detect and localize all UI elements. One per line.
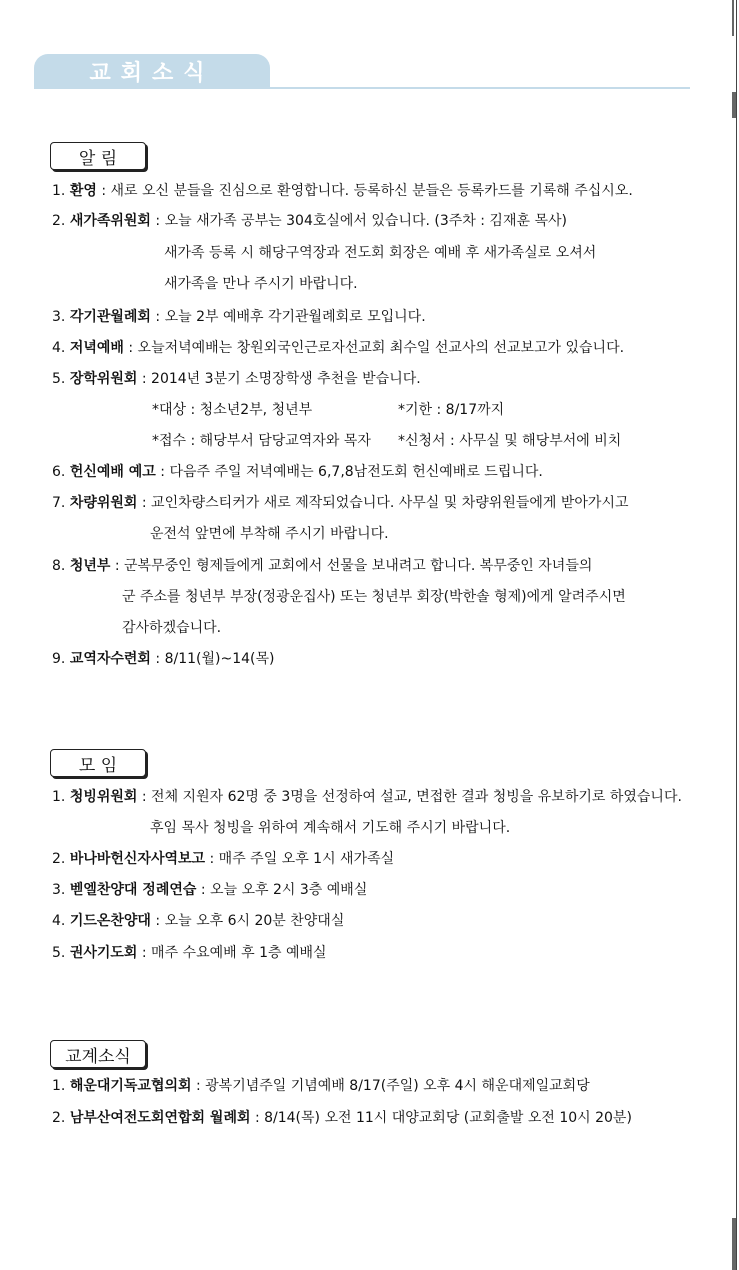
list-item [52, 339, 624, 357]
section-title-notice: 알 림 [50, 142, 146, 170]
list-item-continuation: 감사하겠습니다. [122, 620, 222, 636]
item-label: 청년부 [69, 558, 111, 574]
item-label: 저녁예배 [69, 340, 124, 356]
item-label: 헌신예배 예고 [69, 464, 156, 480]
item-label: 각기관월례회 [69, 309, 151, 325]
list-item [52, 557, 592, 575]
item-text: : 광복기념주일 기념예배 8/17(주일) 오후 4시 해운대제일교회당 [191, 1078, 590, 1094]
item-label: 해운대기독교협의회 [69, 1078, 192, 1094]
item-label: 남부산여전도회연합회 월례회 [69, 1110, 251, 1126]
header-divider [34, 87, 690, 89]
list-item [52, 850, 394, 868]
item-label: 기드온찬양대 [69, 913, 151, 929]
item-label: 교역자수련회 [69, 651, 151, 667]
item-text: : 8/11(월)~14(목) [150, 651, 275, 667]
item-label: 장학위원회 [69, 371, 138, 387]
list-item [52, 1109, 632, 1127]
detail-deadline: *기한 : 8/17까지 [398, 402, 505, 418]
item-number: 3. [52, 882, 66, 898]
item-number: 2. [52, 213, 66, 229]
item-number: 7. [52, 495, 66, 511]
item-text: : 오늘저녁예배는 창원외국인근로자선교회 최수일 선교사의 선교보고가 있습니다. [123, 340, 625, 356]
list-item [52, 463, 543, 481]
item-text: : 8/14(목) 오전 11시 대양교회당 (교회출발 오전 10시 20분) [250, 1110, 632, 1126]
list-item-continuation: 군 주소를 청년부 부장(정광운집사) 또는 청년부 회장(박한솔 형제)에게 알려주시면 [122, 589, 626, 605]
list-item-continuation: 운전석 앞면에 부착해 주시기 바랍니다. [150, 526, 389, 542]
list-item-continuation: 후임 목사 청빙을 위하여 계속해서 기도해 주시기 바랍니다. [150, 820, 511, 836]
item-number: 1. [52, 183, 66, 199]
page-frame-edge [736, 0, 737, 1270]
section-title-meeting: 모 임 [50, 749, 146, 777]
item-text: : 매주 주일 오후 1시 새가족실 [205, 851, 395, 867]
item-label: 환영 [69, 183, 97, 199]
page-title: 교회소식 [34, 54, 270, 88]
item-label: 벧엘찬양대 정례연습 [69, 882, 197, 898]
item-text: : 오늘 새가족 공부는 304호실에서 있습니다. (3주차 : 김재훈 목사) [150, 213, 567, 229]
item-number: 4. [52, 340, 66, 356]
item-number: 9. [52, 651, 66, 667]
item-text: : 다음주 주일 저녁예배는 6,7,8남전도회 헌신예배로 드립니다. [155, 464, 543, 480]
item-label: 바나바헌신자사역보고 [69, 851, 206, 867]
page-edge-mark [732, 92, 736, 118]
page-edge-mark [732, 0, 734, 36]
item-number: 1. [52, 789, 66, 805]
detail-submission: *접수 : 해당부서 담당교역자와 목자 [152, 433, 371, 449]
list-item [52, 881, 367, 899]
list-item [52, 912, 344, 930]
item-text: : 오늘 오후 2시 3층 예배실 [196, 882, 368, 898]
item-number: 1. [52, 1078, 66, 1094]
list-item [52, 1077, 590, 1095]
section-title-interchurch: 교계소식 [50, 1040, 146, 1068]
item-text: : 교인차량스티커가 새로 제작되었습니다. 사무실 및 차량위원들에게 받아가시고 [137, 495, 629, 511]
list-item [52, 650, 274, 668]
item-label: 청빙위원회 [69, 789, 138, 805]
item-text: : 오늘 오후 6시 20분 찬양대실 [150, 913, 345, 929]
item-number: 8. [52, 558, 66, 574]
list-item [52, 944, 327, 962]
item-number: 6. [52, 464, 66, 480]
detail-target: *대상 : 청소년2부, 청년부 [152, 402, 313, 418]
list-item [52, 370, 421, 388]
item-label: 새가족위원회 [69, 213, 151, 229]
detail-form: *신청서 : 사무실 및 해당부서에 비치 [398, 433, 622, 449]
list-item [52, 308, 426, 326]
item-text: : 오늘 2부 예배후 각기관월례회로 모입니다. [150, 309, 426, 325]
item-number: 4. [52, 913, 66, 929]
list-item [52, 494, 629, 512]
item-number: 2. [52, 1110, 66, 1126]
page-edge-mark [732, 1218, 736, 1270]
item-number: 5. [52, 945, 66, 961]
list-item [52, 788, 682, 806]
item-text: : 군복무중인 형제들에게 교회에서 선물을 보내려고 합니다. 복무중인 자녀들의 [110, 558, 593, 574]
list-item [52, 212, 567, 230]
list-item [52, 182, 633, 200]
item-text: : 매주 수요예배 후 1층 예배실 [137, 945, 327, 961]
item-text: : 2014년 3분기 소명장학생 추천을 받습니다. [137, 371, 421, 387]
item-text: : 새로 오신 분들을 진심으로 환영합니다. 등록하신 분들은 등록카드를 기록해 주십시오. [96, 183, 633, 199]
list-item-continuation: 새가족 등록 시 해당구역장과 전도회 회장은 예배 후 새가족실로 오셔서 [164, 245, 597, 261]
item-number: 2. [52, 851, 66, 867]
item-text: : 전체 지원자 62명 중 3명을 선정하여 설교, 면접한 결과 청빙을 유보하기로 하였습니다. [137, 789, 682, 805]
item-label: 권사기도회 [69, 945, 138, 961]
item-label: 차량위원회 [69, 495, 138, 511]
item-number: 3. [52, 309, 66, 325]
item-number: 5. [52, 371, 66, 387]
list-item-continuation: 새가족을 만나 주시기 바랍니다. [164, 276, 358, 292]
